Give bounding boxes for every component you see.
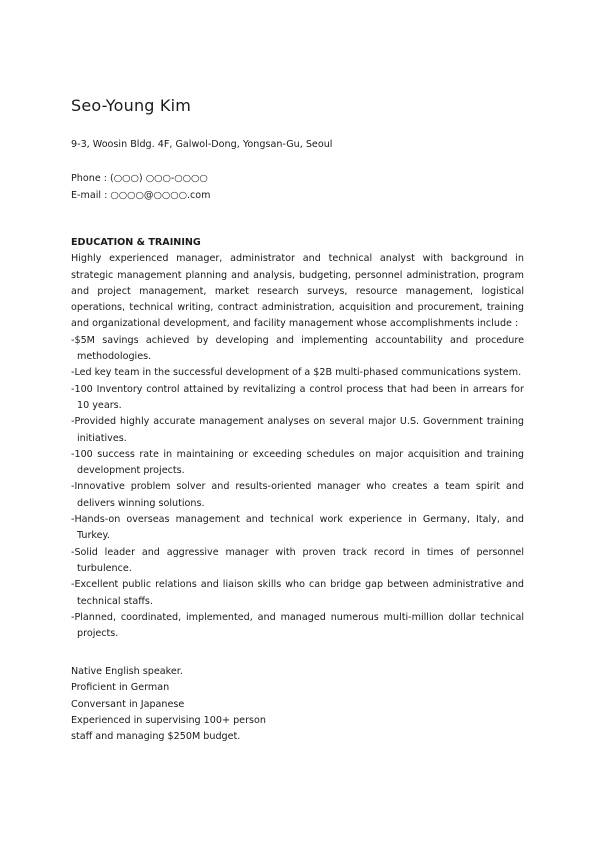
section-title: EDUCATION & TRAINING (71, 237, 201, 248)
contact-block (71, 170, 211, 204)
skill-line: Proficient in German (71, 682, 170, 694)
accomplishment-item: -Planned, coordinated, implemented, and managed numerous multi-million dollar technical projects. (71, 611, 524, 640)
accomplishment-item: -Innovative problem solver and results-oriented manager who creates a team spirit and delivers winning solutions. (71, 481, 524, 509)
skill-line: Experienced in supervising 100+ person (71, 714, 266, 726)
email-line: E-mail : ○○○○@○○○○.com (71, 190, 211, 201)
skill-line: Conversant in Japanese (71, 698, 185, 710)
accomplishment-item: -100 success rate in maintaining or exceeding schedules on major acquisition and training development projects. (71, 448, 524, 477)
accomplishment-item: -$5M savings achieved by developing and implementing accountability and procedure methodologies. (71, 334, 524, 363)
accomplishment-item: -Led key team in the successful development of a $2B multi-phased communications system. (71, 367, 522, 379)
skill-line: Native English speaker. (71, 666, 183, 677)
accomplishment-item: -Provided highly accurate management analyses on several major U.S. Government training initiatives. (71, 416, 524, 444)
skill-line: staff and managing $250M budget. (71, 731, 241, 743)
applicant-name: Seo-Young Kim (71, 96, 192, 115)
education-section (71, 235, 524, 642)
address: 9-3, Woosin Bldg. 4F, Galwol-Dong, Yongsan-Gu, Seoul (71, 139, 333, 150)
accomplishment-item: -Solid leader and aggressive manager with proven track record in times of personnel turbulence. (71, 546, 524, 574)
additional-skills (71, 664, 266, 745)
accomplishment-item: -Excellent public relations and liaison skills who can bridge gap between administrative and technical staffs. (71, 579, 524, 607)
phone-line: Phone : (○○○) ○○○-○○○○ (71, 173, 208, 184)
accomplishments-list (71, 333, 524, 643)
accomplishment-item: -Hands-on overseas management and technical work experience in Germany, Italy, and Turkey. (71, 514, 524, 542)
summary-paragraph: Highly experienced manager, administrator and technical analyst with background in strategic management planning and analysis, budgeting, personnel administration, program and project management, market research surveys, resource management, logistical operations, technical writing, contract administration, acquisition and procurement, training and organizational development, and facility management whose accomplishments include : (71, 253, 524, 330)
accomplishment-item: -100 Inventory control attained by revitalizing a control process that had been in arrears for 10 years. (71, 383, 524, 411)
